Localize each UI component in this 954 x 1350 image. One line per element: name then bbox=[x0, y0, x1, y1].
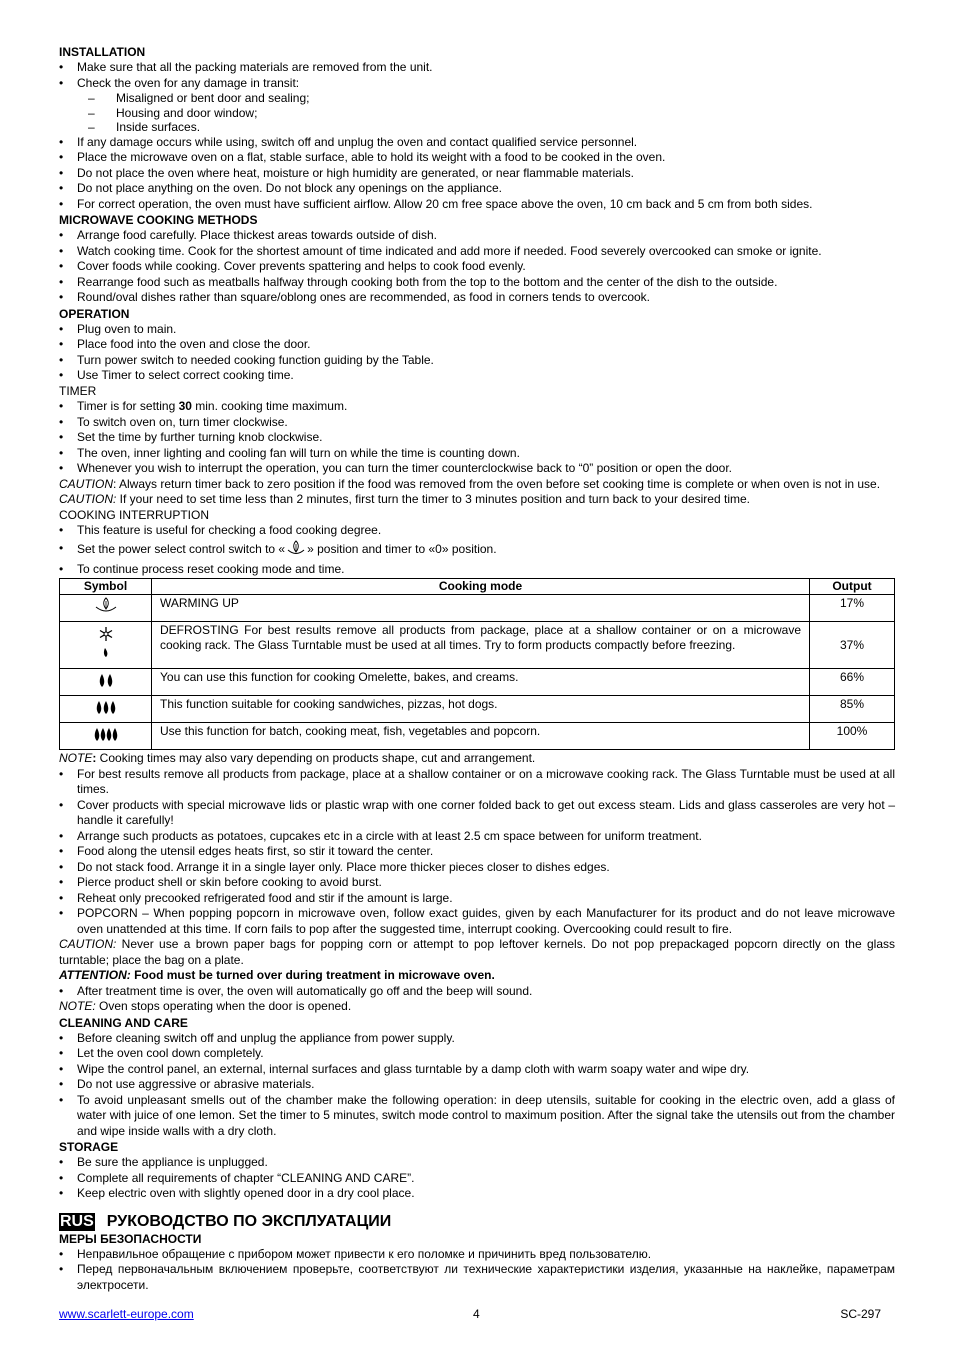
caution-text: : Always return timer back to zero position if the food was removed from the oven before set cooking time is complete or when oven is not in use. bbox=[113, 476, 881, 491]
list-item: • Watch cooking time. Cook for the shortest amount of time indicated and add more if needed. Food severely overcooked can smoke or ignite. bbox=[59, 244, 895, 260]
list-item: • Cover products with special microwave lids or plastic wrap with one corner folded back to get out excess steam. Lids and glass casseroles are very hot – handle it carefully! bbox=[59, 798, 895, 829]
table-cell: Use this function for batch, cooking meat, fish, vegetables and popcorn. bbox=[152, 723, 810, 750]
installation-list-2 bbox=[59, 135, 895, 213]
safety-heading: МЕРЫ БЕЗОПАСНОСТИ bbox=[59, 1231, 202, 1246]
cleaning-list bbox=[59, 1031, 895, 1140]
list-item: • Round/oval dishes rather than square/oblong ones are recommended, as food in corners tends to overcook. bbox=[59, 290, 895, 306]
caution-paragraph bbox=[59, 477, 895, 493]
list-item: • Reheat only precooked refrigerated food and stir if the amount is large. bbox=[59, 891, 895, 907]
list-item: • Complete all requirements of chapter “CLEANING AND CARE”. bbox=[59, 1171, 895, 1187]
two-flames-icon bbox=[60, 669, 152, 696]
list-item: • Перед первоначальным включением проверьте, соответствуют ли технические характеристики изделия, указанные на наклейке, параметрам электросети. bbox=[59, 1262, 895, 1293]
table-header-row bbox=[60, 579, 895, 595]
table-cell: You can use this function for cooking Omelette, bakes, and creams. bbox=[152, 669, 810, 696]
table-row bbox=[60, 696, 895, 723]
caution-label: CAUTION: bbox=[59, 937, 117, 951]
caution-text: If your need to set time less than 2 minutes, first turn the timer to 3 minutes position and turn back to your desired time. bbox=[116, 492, 750, 506]
defrost-icon bbox=[60, 622, 152, 669]
list-item: • Do not place the oven where heat, moisture or high humidity are generated, or near flammable materials. bbox=[59, 166, 895, 182]
list-item: • Do not stack food. Arrange it in a single layer only. Place more thicker pieces closer to dishes edges. bbox=[59, 860, 895, 876]
caution-paragraph bbox=[59, 492, 895, 508]
column-header: Cooking mode bbox=[152, 579, 810, 595]
note-text: Cooking times may also vary depending on products shape, cut and arrangement. bbox=[96, 751, 536, 765]
note-colon: : bbox=[92, 751, 97, 765]
table-cell: 100% bbox=[810, 723, 895, 750]
list-item: • Turn power switch to needed cooking function guiding by the Table. bbox=[59, 353, 895, 369]
after-list bbox=[59, 984, 895, 1000]
page-footer bbox=[59, 1307, 881, 1323]
list-item: • Cover foods while cooking. Cover prevents spattering and helps to cook food evenly. bbox=[59, 259, 895, 275]
table-cell: 17% bbox=[810, 595, 895, 622]
warming-icon bbox=[60, 595, 152, 622]
list-item: • Before cleaning switch off and unplug the appliance from power supply. bbox=[59, 1031, 895, 1047]
list-item bbox=[59, 539, 895, 562]
cooking-modes-table bbox=[59, 578, 895, 750]
list-item: • Pierce product shell or skin before cooking to avoid burst. bbox=[59, 875, 895, 891]
list-item: • Do not use aggressive or abrasive materials. bbox=[59, 1077, 895, 1093]
three-flames-icon bbox=[60, 696, 152, 723]
attention-text: Food must be turned over during treatment in microwave oven. bbox=[130, 968, 495, 982]
list-item: • To switch oven on, turn timer clockwise. bbox=[59, 415, 895, 431]
installation-heading: INSTALLATION bbox=[59, 45, 146, 59]
column-header: Output bbox=[810, 579, 895, 595]
warming-icon bbox=[285, 539, 307, 562]
section-title: РУКОВОДСТВО ПО ЭКСПЛУАТАЦИИ bbox=[106, 1212, 392, 1230]
list-item: – Inside surfaces. bbox=[59, 120, 895, 135]
page-content bbox=[59, 44, 895, 1293]
caution-paragraph bbox=[59, 937, 895, 968]
list-item: • For correct operation, the oven must have sufficient airflow. Allow 20 cm free space above the oven, 10 cm back and 5 cm from both sides. bbox=[59, 197, 895, 213]
list-item: • Неправильное обращение с прибором может привести к его поломке и причинить вред пользователю. bbox=[59, 1247, 895, 1263]
list-item: • Plug oven to main. bbox=[59, 322, 895, 338]
attention-label: ATTENTION: bbox=[59, 968, 131, 982]
table-cell: WARMING UP bbox=[152, 595, 810, 622]
caution-label: CAUTION: bbox=[59, 492, 117, 506]
list-item: • Do not place anything on the oven. Do not block any openings on the appliance. bbox=[59, 181, 895, 197]
list-item: • This feature is useful for checking a food cooking degree. bbox=[59, 523, 895, 539]
list-item: • For best results remove all products from package, place at a shallow container or on a microwave cooking rack. The Glass Turntable must be used at all times. bbox=[59, 767, 895, 798]
list-item: • The oven, inner lighting and cooling fan will turn on while the time is counting down. bbox=[59, 446, 895, 462]
timer-text-post: min. cooking time maximum. bbox=[191, 399, 348, 413]
note-list bbox=[59, 767, 895, 938]
timer-list bbox=[59, 399, 895, 477]
note-paragraph bbox=[59, 751, 895, 767]
list-item: • Wipe the control panel, an external, internal surfaces and glass turntable by a damp cloth with warm soapy water and wipe dry. bbox=[59, 1062, 895, 1078]
operation-list bbox=[59, 322, 895, 384]
interruption-heading: COOKING INTERRUPTION bbox=[59, 507, 210, 522]
caution-label: CAUTION bbox=[59, 476, 113, 491]
list-item: • To continue process reset cooking mode and time. bbox=[59, 562, 895, 578]
table-row bbox=[60, 669, 895, 696]
table-cell: DEFROSTING For best results remove all products from package, place at a shallow container or on a microwave cooking rack. The Glass Turntable must be used at all times. Try to form products compactly before freezing. bbox=[152, 622, 810, 669]
safety-list bbox=[59, 1247, 895, 1294]
note-label: NOTE: bbox=[59, 999, 96, 1013]
list-item: • Keep electric oven with slightly opened door in a dry cool place. bbox=[59, 1186, 895, 1202]
timer-text-pre: Timer is for setting bbox=[77, 399, 179, 413]
table-cell: This function suitable for cooking sandwiches, pizzas, hot dogs. bbox=[152, 696, 810, 723]
list-item: • After treatment time is over, the oven will automatically go off and the beep will sound. bbox=[59, 984, 895, 1000]
damage-list bbox=[59, 91, 895, 135]
list-item: • Whenever you wish to interrupt the operation, you can turn the timer counterclockwise back to “0” position or open the door. bbox=[59, 461, 895, 477]
timer-heading: TIMER bbox=[59, 383, 97, 398]
table-cell: 37% bbox=[810, 622, 895, 669]
list-item: • POPCORN – When popping popcorn in microwave oven, follow exact guides, given by each Manufacturer for its product and do not leave microwave oven unattended at this time. If corn fails to pop after the suggested time, interrupt cooking. Overcooking could result to fire. bbox=[59, 906, 895, 937]
note-label: NOTE bbox=[59, 751, 93, 765]
rus-section-title bbox=[59, 1213, 895, 1231]
table-cell: 66% bbox=[810, 669, 895, 696]
table-cell: 85% bbox=[810, 696, 895, 723]
table-row bbox=[60, 622, 895, 669]
list-item: • Make sure that all the packing materials are removed from the unit. bbox=[59, 60, 895, 76]
note-paragraph bbox=[59, 999, 895, 1015]
list-item bbox=[59, 399, 895, 415]
table-row bbox=[60, 723, 895, 750]
storage-list bbox=[59, 1155, 895, 1202]
interruption-text-post: » position and timer to «0» position. bbox=[307, 541, 497, 556]
list-item: • To avoid unpleasant smells out of the chamber make the following operation: in deep utensils, suitable for cooking in the electric oven, add a glass of water with juice of one lemon. Set the timer to 5 minutes, switch mode control to maximum position. After the signal take the utensils out from the chamber and wipe inside walls with a dry cloth. bbox=[59, 1093, 895, 1140]
list-item: • Use Timer to select correct cooking time. bbox=[59, 368, 895, 384]
column-header: Symbol bbox=[60, 579, 152, 595]
interruption-list bbox=[59, 523, 895, 577]
list-item: • Be sure the appliance is unplugged. bbox=[59, 1155, 895, 1171]
interruption-text-pre: Set the power select control switch to « bbox=[77, 541, 286, 556]
cleaning-heading: CLEANING AND CARE bbox=[59, 1015, 188, 1030]
caution-text: Never use a brown paper bags for popping corn or attempt to pop leftover kernels. Do not pop prepackaged popcorn directly on the glass turntable; place the bag on a plate. bbox=[59, 937, 895, 967]
list-item: • Set the time by further turning knob clockwise. bbox=[59, 430, 895, 446]
list-item: • Let the oven cool down completely. bbox=[59, 1046, 895, 1062]
list-item: • Rearrange food such as meatballs halfway through cooking both from the top to the bottom and the center of the dish to the outside. bbox=[59, 275, 895, 291]
operation-heading: OPERATION bbox=[59, 306, 130, 321]
website-link[interactable]: www.scarlett-europe.com bbox=[59, 1307, 194, 1321]
list-item: • Arrange food carefully. Place thickest areas towards outside of dish. bbox=[59, 228, 895, 244]
list-item: – Housing and door window; bbox=[59, 106, 895, 121]
list-item: • If any damage occurs while using, switch off and unplug the oven and contact qualified service personnel. bbox=[59, 135, 895, 151]
list-item: • Check the oven for any damage in transit: bbox=[59, 76, 895, 92]
language-tag: RUS bbox=[60, 1212, 94, 1230]
list-item: • Food along the utensil edges heats first, so stir it toward the center. bbox=[59, 844, 895, 860]
four-flames-icon bbox=[60, 723, 152, 750]
list-item: – Misaligned or bent door and sealing; bbox=[59, 91, 895, 106]
list-item: • Place food into the oven and close the door. bbox=[59, 337, 895, 353]
table-row bbox=[60, 595, 895, 622]
installation-list bbox=[59, 60, 895, 91]
methods-heading: MICROWAVE COOKING METHODS bbox=[59, 213, 258, 227]
model-number: SC-297 bbox=[840, 1307, 881, 1321]
attention-paragraph bbox=[59, 968, 895, 984]
storage-heading: STORAGE bbox=[59, 1140, 119, 1154]
methods-list bbox=[59, 228, 895, 306]
list-item: • Place the microwave oven on a flat, stable surface, able to hold its weight with a food to be cooked in the oven. bbox=[59, 150, 895, 166]
note-text: Oven stops operating when the door is opened. bbox=[95, 999, 352, 1013]
list-item: • Arrange such products as potatoes, cupcakes etc in a circle with at least 2.5 cm space between for uniform treatment. bbox=[59, 829, 895, 845]
page-number: 4 bbox=[473, 1307, 480, 1321]
timer-max-value: 30 bbox=[178, 399, 192, 413]
